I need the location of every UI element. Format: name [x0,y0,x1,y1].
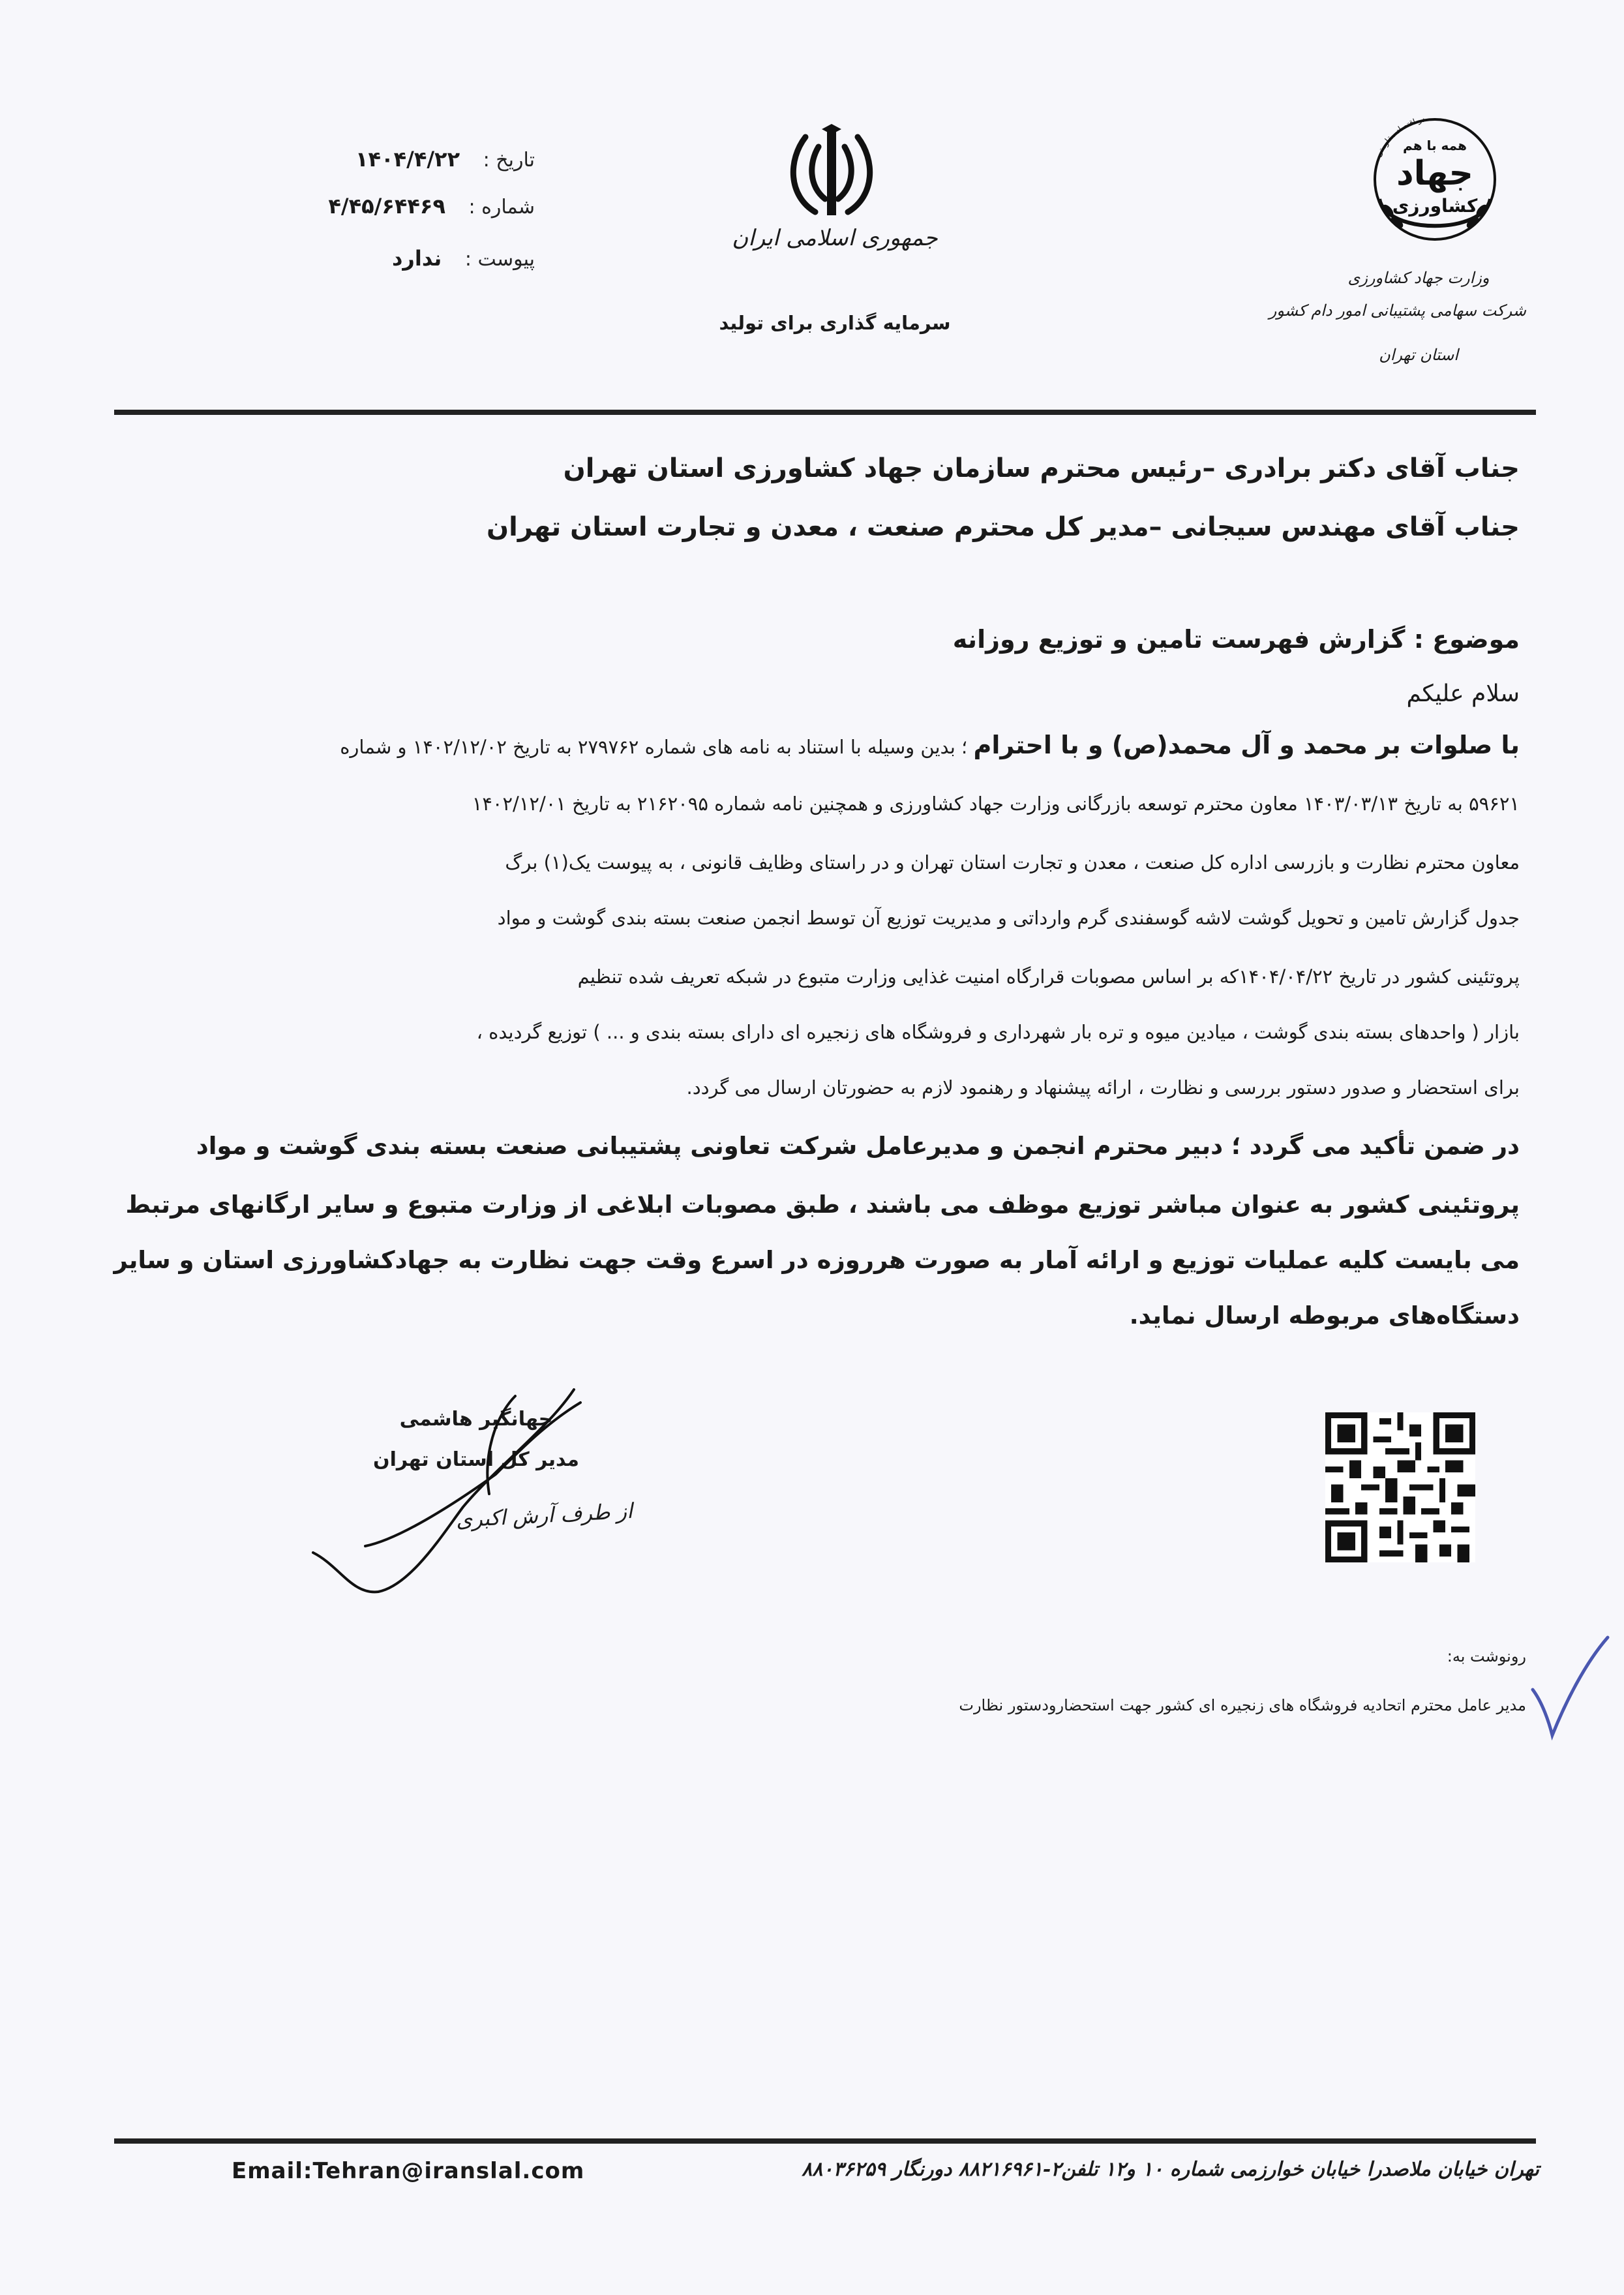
date-row [313,149,535,170]
signature-on-behalf: از طرف آرش اکبری [455,1498,633,1532]
number-label: شماره : [468,196,535,219]
org-line-2: شرکت سهامی پشتیبانی امور دام کشور [1269,301,1526,320]
number-value: ۴/۴۵/۶۴۴۶۹ [328,194,445,219]
body-line-7: برای استحضار و صدور دستور بررسی و نظارت ، ارائه پیشنهاد و رهنمود لازم به حضورتان ارسال می گردد. [686,1076,1520,1099]
subject-line: موضوع : گزارش فهرست تامین و توزیع روزانه [952,625,1520,654]
signatory-title: مدیر کل استان تهران [373,1448,579,1471]
date-label: تاریخ : [483,149,535,172]
logo-top-text: همه با هم [1403,138,1467,153]
date-value: ۱۴۰۴/۴/۲۲ [355,147,460,172]
body-line-2: ۵۹۶۲۱ به تاریخ ۱۴۰۳/۰۳/۱۳ معاون محترم توسعه بازرگانی وزارت جهاد کشاورزی و همچنین نامه شماره ۲۱۶۲۰۹۵ به تاریخ ۱۴۰۲/۱۲/۰۱ [472,793,1520,815]
signatory-name: جهانگیر هاشمی [399,1408,553,1431]
footer-email: Email:Tehran@iranslal.com [232,2158,585,2184]
body-line-5: پروتئینی کشور در تاریخ ۱۴۰۴/۰۴/۲۲که بر اساس مصوبات قرارگاه امنیت غذایی وزارت متبوع در شبکه تعریف شده تنظیم [577,965,1520,988]
attachment-label: پیوست : [464,248,535,271]
emphasis-line-2: پروتئینی کشور به عنوان مباشر توزیع موظف می باشند ، طبق مصوبات ابلاغی از وزارت متبوع و سایر ارگانهای مرتبط [125,1191,1520,1219]
emphasis-line-3: می بایست کلیه عملیات توزیع و ارائه آمار به صورت هرروزه در اسرع وقت جهت نظارت به جهادکشاورزی استان و سایر [113,1246,1520,1274]
emphasis-line-4: دستگاه‌های مربوطه ارسال نماید. [1129,1301,1520,1330]
body-line-1-rest: ؛ بدین وسیله با استناد به نامه های شماره ۲۷۹۷۶۲ به تاریخ ۱۴۰۲/۱۲/۰۲ و شماره [340,736,968,758]
handwritten-signature [300,1376,639,1605]
emphasis-line-1: در ضمن تأکید می گردد ؛ دبیر محترم انجمن و مدیرعامل شرکت تعاونی پشتیبانی صنعت بسته بندی گوشت و مواد [196,1132,1520,1160]
opening-salutation: با صلوات بر محمد و آل محمد(ص) و با احترام [973,731,1520,759]
number-row [313,196,535,217]
jihad-keshavarzi-logo [1350,95,1520,264]
footer-rule [114,2138,1536,2144]
cc-recipient: مدیر عامل محترم اتحادیه فروشگاه های زنجیره ای کشور جهت استحضارودستور نظارت [959,1696,1526,1714]
logo-main-text: جهاد [1396,154,1474,193]
org-line-1: وزارت جهاد کشاورزی [1347,269,1490,287]
addressee-2: جناب آقای مهندس سیجانی –مدیر کل محترم صنعت ، معدن و تجارت استان تهران [487,512,1520,542]
cc-label: رونوشت به: [1447,1647,1526,1665]
slogan: سرمایه گذاری برای تولید [719,312,951,334]
logo-sub-text: کشاورزی [1392,195,1478,217]
qr-code [1325,1412,1475,1562]
body-line-6: بازار ( واحدهای بسته بندی گوشت ، میادین میوه و تره بار شهرداری و فروشگاه های زنجیره ای دارای بسته بندی و ... ) توزیع گردیده ، [476,1021,1520,1043]
org-line-3: استان تهران [1379,346,1458,364]
logo-arc-text: در اقتصاد مقاومتی [1374,114,1426,159]
body-line-3: معاون محترم نظارت و بازرسی اداره کل صنعت ، معدن و تجارت استان تهران و در راستای وظایف قانونی ، به پیوست یک(۱) برگ [505,851,1520,874]
attachment-value: ندارد [392,246,442,271]
attachment-row [313,248,535,269]
footer-address: تهران خیابان ملاصدرا خیابان خوارزمی شماره ۱۰ و۱۲ تلفن۲-۸۸۲۱۶۹۶۱ دورنگار ۸۸۰۳۶۲۵۹ [802,2158,1539,2181]
body-line-1 [85,731,1520,759]
addressee-1: جناب آقای دکتر برادری –رئیس محترم سازمان جهاد کشاورزی استان تهران [563,453,1520,483]
greeting: سلام علیکم [1406,680,1520,707]
check-mark-icon [1526,1631,1611,1742]
header-rule [114,410,1536,415]
body-line-4: جدول گزارش تامین و تحویل گوشت لاشه گوسفندی گرم وارداتی و مدیریت توزیع آن توسط انجمن صنعت بسته بندی گوشت و مواد [497,907,1520,929]
emblem-caption: جمهوری اسلامی ایران [732,225,938,251]
